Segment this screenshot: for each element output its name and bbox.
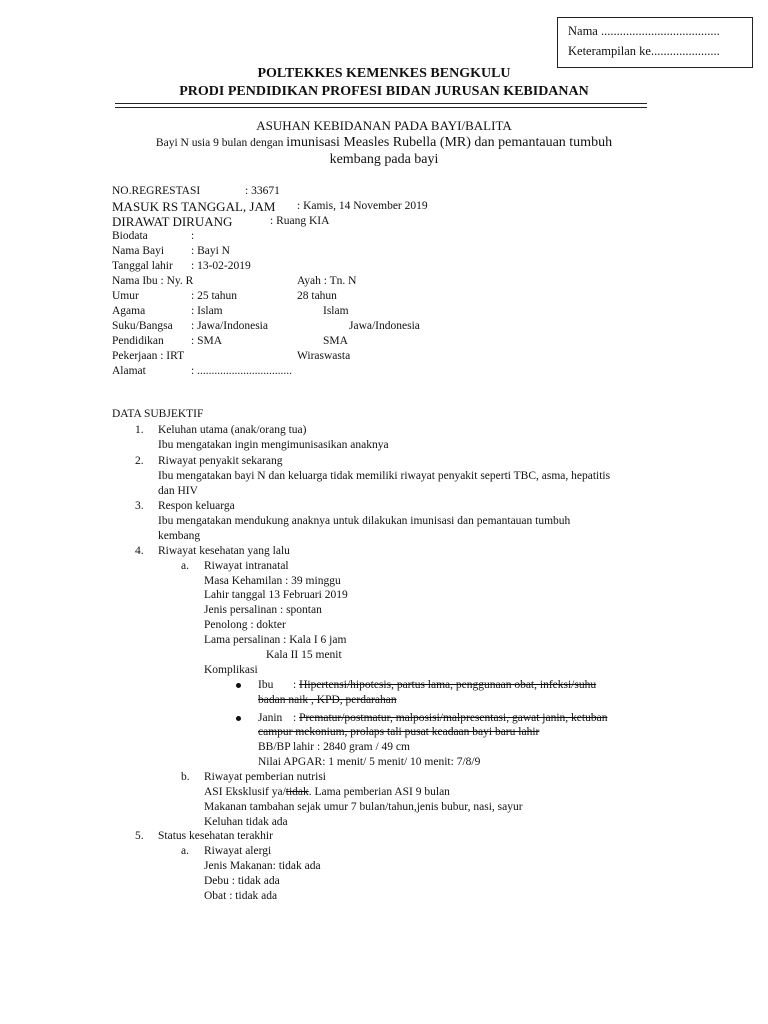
bullet-icon (236, 716, 241, 721)
komplikasi-ibu-text-2: badan naik , KPD, perdarahan (258, 694, 397, 706)
komplikasi-janin-text-2: campur mekonium, prolaps tali pusat keadaan bayi baru lahir (258, 726, 540, 738)
nama-ibu: Nama Ibu : Ny. R (112, 275, 194, 287)
pendidikan-ibu: : SMA (191, 335, 222, 347)
subitem-letter: a. (181, 845, 189, 857)
bb-bp-lahir: BB/BP lahir : 2840 gram / 49 cm (258, 741, 410, 753)
item-number: 5. (135, 830, 144, 842)
obat: Obat : tidak ada (204, 890, 278, 902)
keterampilan-field: Keterampilan ke...................... (568, 44, 720, 58)
no-registrasi-label: NO.REGRESTASI (112, 185, 201, 197)
debu: Debu : tidak ada (204, 875, 280, 887)
name-skill-box (557, 17, 753, 68)
masa-kehamilan: Masa Kehamilan : 39 minggu (204, 575, 341, 587)
komplikasi-label: Komplikasi (204, 664, 258, 676)
subitem-letter: b. (181, 771, 190, 783)
pekerjaan-ibu: Pekerjaan : IRT (112, 350, 185, 362)
umur-label: Umur (112, 290, 139, 302)
pendidikan-label: Pendidikan (112, 335, 164, 347)
item-number: 1. (135, 424, 144, 436)
masuk-label: MASUK RS TANGGAL, JAM (112, 199, 276, 214)
header-separator (115, 103, 647, 108)
umur-ibu: : 25 tahun (191, 290, 237, 302)
program-title: PRODI PENDIDIKAN PROFESI BIDAN JURUSAN KEBIDANAN (179, 84, 589, 99)
subitem-title: Riwayat alergi (204, 845, 272, 857)
subitem-title: Riwayat pemberian nutrisi (204, 771, 326, 783)
item-text: kembang (158, 530, 201, 542)
nama-bayi-value: : Bayi N (191, 245, 230, 257)
nama-bayi-label: Nama Bayi (112, 245, 165, 257)
suku-label: Suku/Bangsa (112, 320, 173, 332)
document-title: ASUHAN KEBIDANAN PADA BAYI/BALITA (256, 118, 512, 133)
komplikasi-janin-label: Janin (258, 712, 283, 724)
keluhan: Keluhan tidak ada (204, 816, 288, 828)
item-title: Keluhan utama (anak/orang tua) (158, 424, 307, 436)
nama-field: Nama ...................................... (568, 24, 720, 38)
lahir-tanggal: Lahir tanggal 13 Februari 2019 (204, 589, 348, 601)
alamat-label: Alamat (112, 365, 146, 377)
item-number: 3. (135, 500, 144, 512)
komplikasi-ibu-text: : Hipertensi/hipotesis, partus lama, penggunaan obat, infeksi/suhu (293, 679, 597, 691)
masuk-value: : Kamis, 14 November 2019 (297, 200, 428, 212)
pekerjaan-ayah: Wiraswasta (297, 350, 351, 362)
agama-label: Agama (112, 305, 146, 317)
item-title: Riwayat kesehatan yang lalu (158, 545, 290, 557)
institution-title: POLTEKKES KEMENKES BENGKULU (257, 66, 511, 81)
tanggal-lahir-value: : 13-02-2019 (191, 260, 251, 272)
suku-ibu: : Jawa/Indonesia (191, 320, 268, 332)
nilai-apgar: Nilai APGAR: 1 menit/ 5 menit/ 10 menit: 7/8/9 (258, 756, 481, 768)
komplikasi-ibu-label: Ibu (258, 679, 274, 691)
item-title: Status kesehatan terakhir (158, 830, 273, 842)
alamat-value: : ................................. (191, 365, 292, 377)
bullet-icon (236, 683, 241, 688)
item-text: Ibu mengatakan bayi N dan keluarga tidak memiliki riwayat penyakit seperti TBC, asma, hepatitis (158, 470, 611, 482)
no-registrasi-value: : 33671 (245, 185, 280, 197)
asi-eksklusif: ASI Eksklusif ya/tidak. Lama pemberian ASI 9 bulan (204, 786, 450, 798)
tanggal-lahir-label: Tanggal lahir (112, 260, 173, 272)
jenis-makanan: Jenis Makanan: tidak ada (204, 860, 321, 872)
komplikasi-janin-text: : Prematur/postmatur, malposisi/malpresentasi, gawat janin, ketuban (293, 712, 608, 724)
suku-ayah: Jawa/Indonesia (349, 320, 420, 332)
penolong: Penolong : dokter (204, 619, 286, 631)
pendidikan-ayah: SMA (323, 335, 348, 347)
subitem-letter: a. (181, 560, 189, 572)
nama-ayah: Ayah : Tn. N (297, 275, 357, 287)
kala-ii: Kala II 15 menit (266, 649, 342, 661)
biodata-value: : (191, 230, 195, 242)
item-text: Ibu mengatakan ingin mengimunisasikan anaknya (158, 439, 389, 451)
dirawat-value: : Ruang KIA (270, 215, 330, 227)
section-heading-subjektif: DATA SUBJEKTIF (112, 408, 204, 420)
agama-ibu: : Islam (191, 305, 223, 317)
umur-ayah: 28 tahun (297, 290, 337, 302)
item-number: 4. (135, 545, 144, 557)
item-text: Ibu mengatakan mendukung anaknya untuk dilakukan imunisasi dan pemantauan tumbuh (158, 515, 571, 527)
item-title: Respon keluarga (158, 500, 235, 512)
item-title: Riwayat penyakit sekarang (158, 455, 283, 467)
agama-ayah: Islam (323, 305, 349, 317)
subitem-title: Riwayat intranatal (204, 560, 289, 572)
dirawat-label: DIRAWAT DIRUANG (112, 214, 233, 229)
document-subtitle: Bayi N usia 9 bulan dengan imunisasi Measles Rubella (MR) dan pemantauan tumbuh (155, 135, 613, 150)
makanan-tambahan: Makanan tambahan sejak umur 7 bulan/tahun,jenis bubur, nasi, sayur (204, 801, 523, 813)
lama-persalinan: Lama persalinan : Kala I 6 jam (204, 634, 347, 646)
jenis-persalinan: Jenis persalinan : spontan (204, 604, 322, 616)
item-number: 2. (135, 455, 144, 467)
item-text: dan HIV (158, 485, 198, 497)
document-subtitle-2: kembang pada bayi (329, 152, 439, 167)
biodata-label: Biodata (112, 230, 148, 242)
